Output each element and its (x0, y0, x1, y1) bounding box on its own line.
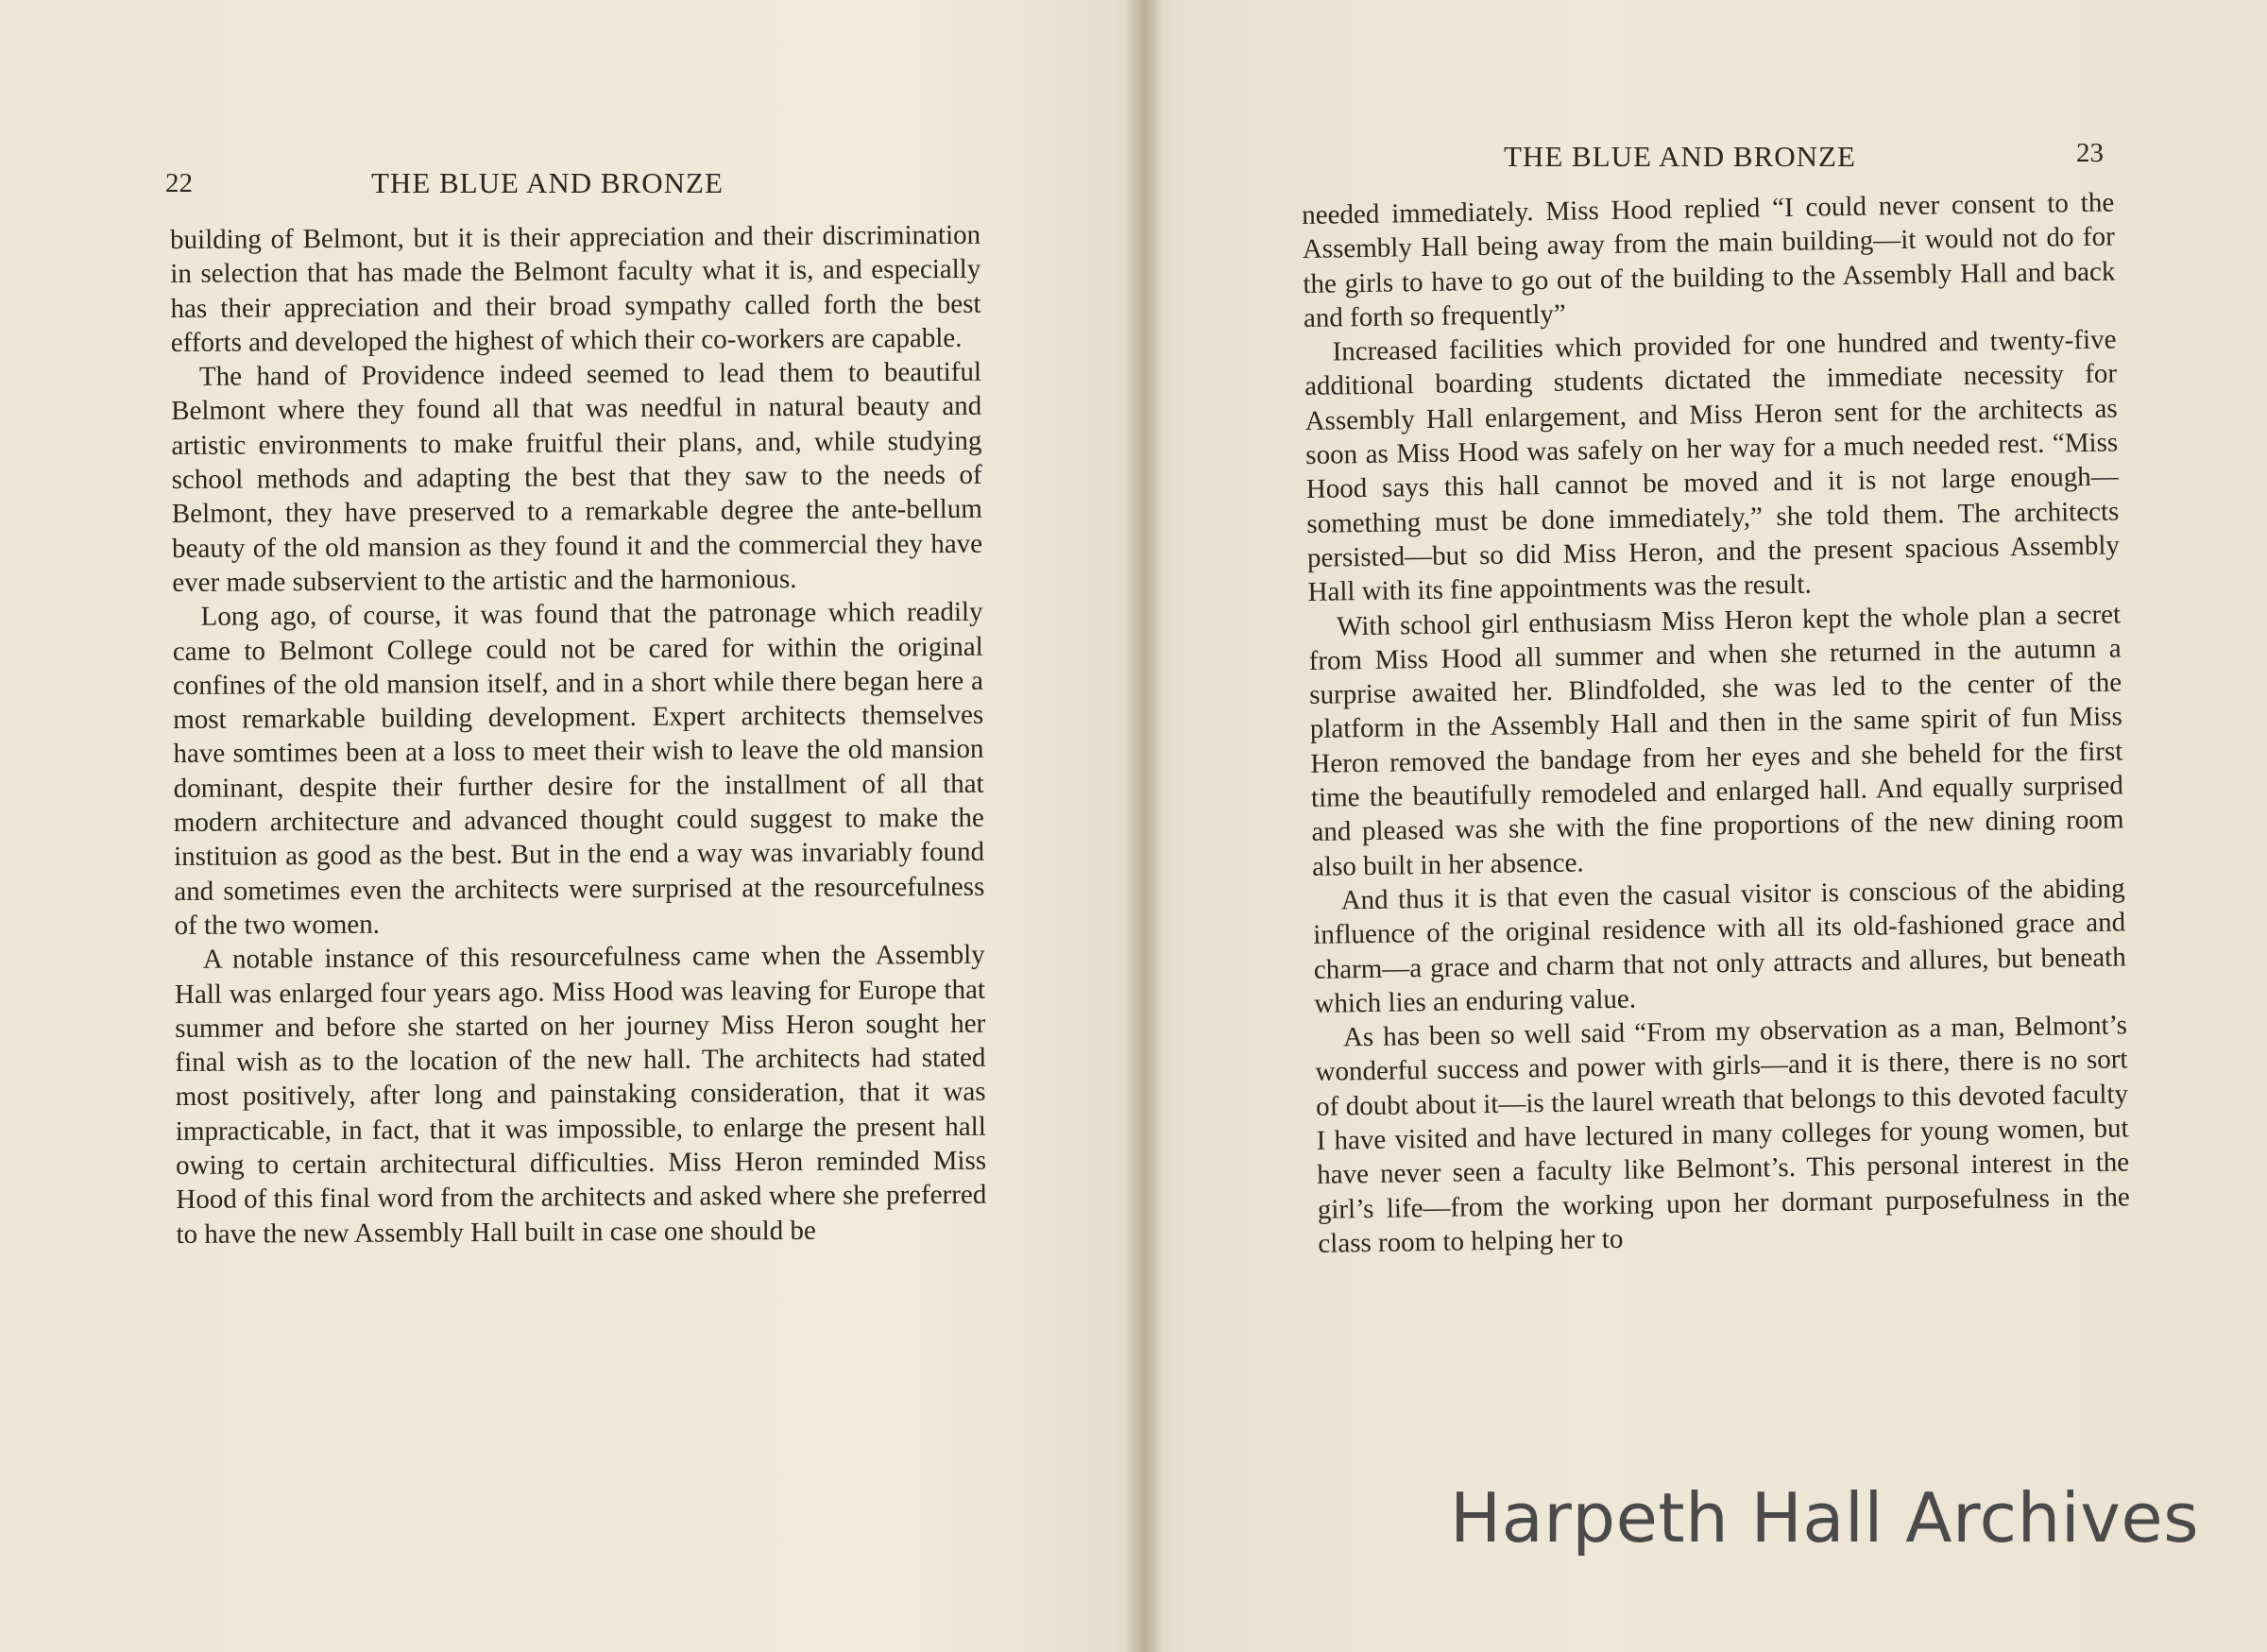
page-body-text (1302, 185, 2131, 1261)
paragraph: As has been so well said “From my observation as a man, Belmont’s wonderful success and power with girls—and it is there, there is no sort of doubt about it—is the laurel wreath that belongs to this devoted faculty I have visited and have lectured in many colleges for young women, but have never seen a faculty like Belmont’s. This personal interest in the girl’s life—from the working upon her dormant purposefulness in the class room to helping her to (1315, 1010, 2130, 1259)
paragraph: The hand of Providence indeed seemed to lead them to beautiful Belmont where they found all that was needful in natural beauty and artistic environments to make fruitful their plans, and, while studying school methods and adapting the best that they saw to the needs of Belmont, they have preserved to a remarkable degree the ante-bellum beauty of the old mansion as they found it and the commercial they have ever made subservient to the artistic and the harmonious. (171, 356, 983, 598)
archive-watermark: Harpeth Hall Archives (1450, 1478, 2200, 1558)
paragraph: With school girl enthusiasm Miss Heron kept the whole plan a secret from Miss Hood all summer and when she returned in the autumn a surprise awaited her. Blindfolded, she was led to the center of the platform in the Assembly Hall and then in the same spirit of fun Miss Heron removed the bandage from her eyes and she beheld for the first time the beautifully remodeled and enlarged hall. And equally surprised and pleased was she with the fine proportions of the new dining room also built in her absence. (1308, 599, 2124, 882)
paragraph: needed immediately. Miss Hood replied “I could never consent to the Assembly Hall being away from the main building—it would not do for the girls to have to go out of the building to the Assembly Hall and back and forth so frequently” (1302, 187, 2116, 333)
page-number: 23 (2076, 138, 2104, 168)
paragraph: Long ago, of course, it was found that the patronage which readily came to Belmont College could not be cared for within the original confines of the old mansion itself, and in a short while there began here a most remarkable building development. Expert architects themselves have somtimes been at a loss to meet their wish to leave the old mansion dominant, despite their further desire for the installment of all that modern architecture and advanced thought could suggest to make the instituion as good as the best. But in the end a way was invariably found and sometimes even the architects were surprised at the resourcefulness of the two women. (172, 597, 985, 941)
page-number: 22 (165, 168, 193, 198)
paragraph: A notable instance of this resourcefulness came when the Assembly Hall was enlarged four years ago. Miss Hood was leaving for Europe that summer and before she started on her journey Miss Heron sought her final wish as to the location of the new hall. The architects had stated most positively, after long and painstaking consideration, that it was impracticable, in fact, that it was impossible, to enlarge the present hall owing to certain architectural difficulties. Miss Heron reminded Miss Hood of this final word from the architects and asked where she preferred to have the new Assembly Hall built in case one should be (174, 939, 987, 1250)
right-page (1134, 0, 2267, 1652)
paragraph: And thus it is that even the casual visitor is conscious of the abiding influence of the original residence with all its old-fashioned grace and charm—a grace and charm that not only attracts and allures, but beneath which lies an enduring value. (1313, 873, 2126, 1019)
page-body-text (170, 218, 987, 1252)
running-head: THE BLUE AND BRONZE (371, 166, 724, 199)
running-head: THE BLUE AND BRONZE (1504, 140, 1856, 173)
paragraph: Increased facilities which provided for one hundred and twenty-five additional boarding students dictated the immediate necessity for Assembly Hall enlargement, and Miss Heron sent for the architects as soon as Miss Hood was safely on her way for a much needed rest. “Miss Hood says this hall cannot be moved and it is not large enough—something must be done immediately,” she told them. The architects persisted—but so did Miss Heron, and the present spacious Assembly Hall with its fine appointments was the result. (1304, 324, 2121, 608)
paragraph: building of Belmont, but it is their appreciation and their discrimination in selection that has made the Belmont faculty what it is, and especially has their appreciation and their broad sympathy called forth the best efforts and developed the highest of which their co-workers are capable. (170, 219, 981, 358)
